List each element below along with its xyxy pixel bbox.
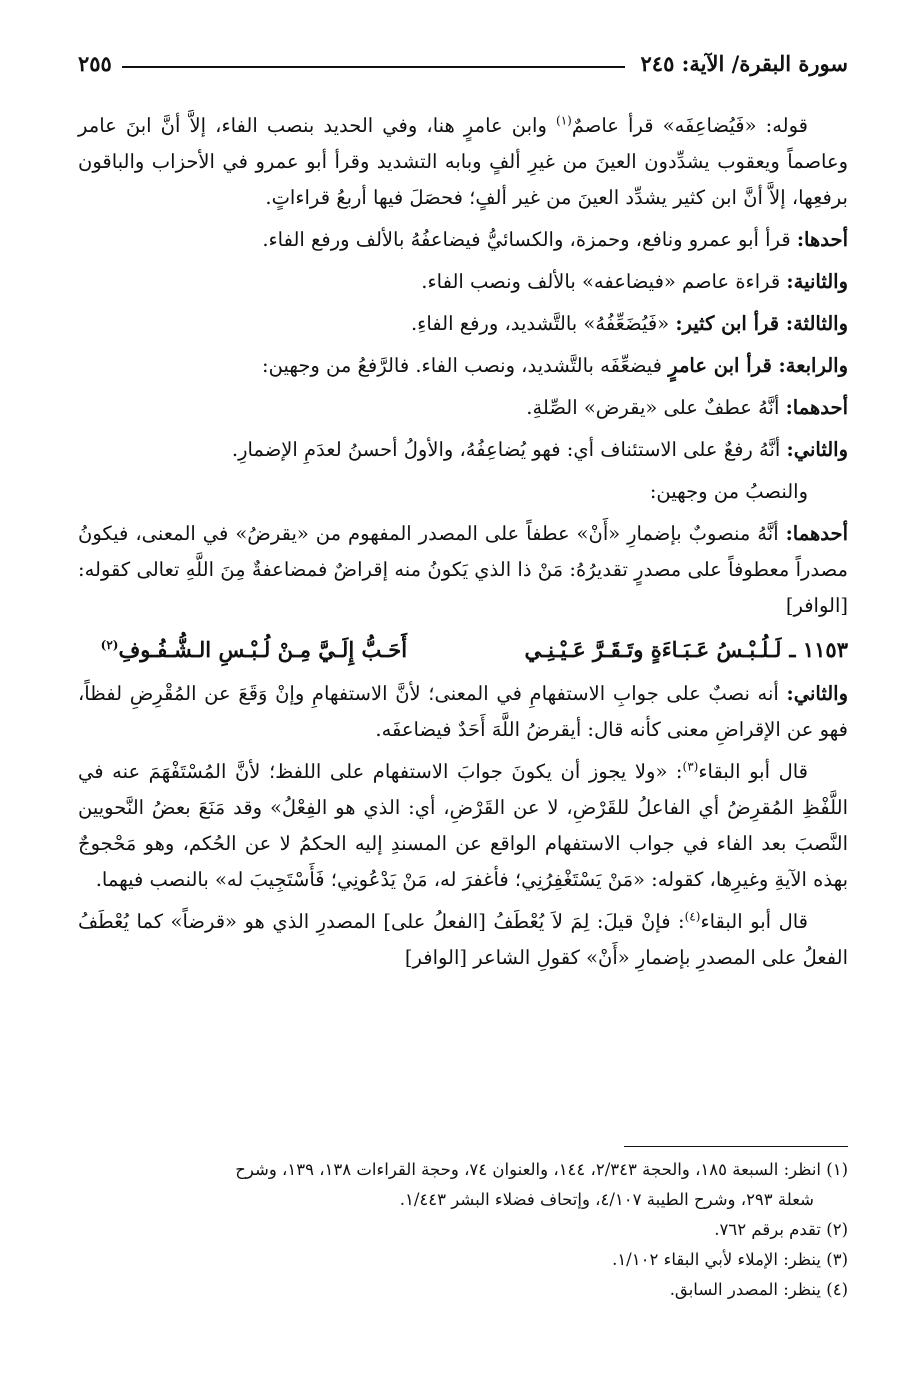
- text-run: أَحَـبُّ إِلَـيَّ مِـنْ لُـبْـسِ الـشُّـفُـوفِ: [118, 637, 408, 662]
- footnote-1: (١) انظر: السبعة ١٨٥، والحجة ٢/٣٤٣، ١٤٤، والعنوان ٧٤، وحجة القراءات ١٣٨، ١٣٩، وشرح: [235, 1160, 848, 1179]
- footnote-2: (٢) تقدم برقم ٧٦٢.: [714, 1220, 848, 1239]
- page-header: [78, 36, 848, 76]
- page-number: ٢٥٥: [78, 51, 112, 76]
- paragraph-lead: والثاني:: [786, 682, 848, 705]
- footnote-ref-1: (١): [556, 113, 572, 128]
- verse-number: ١١٥٣ ـ: [789, 637, 848, 662]
- paragraph-third-reading: [78, 306, 848, 342]
- paragraph-lead: أحدهما:: [785, 522, 848, 545]
- paragraph-abu-baqa-1: [78, 754, 848, 898]
- footnote-4: (٤) ينظر: المصدر السابق.: [669, 1280, 848, 1299]
- text-run: أنَّهُ عطفٌ على «يقرض» الصِّلةِ.: [526, 396, 786, 419]
- paragraph-raf-second: [78, 432, 848, 468]
- paragraph-nasb-first: [78, 516, 848, 624]
- text-run: «فَيُضَعِّفُهُ» بالتَّشديد، ورفع الفاءِ.: [410, 312, 676, 335]
- text-run: أنَّهُ منصوبٌ بإضمارِ «أَنْ» عطفاً على المصدر المفهوم من «يقرضُ» في المعنى، فيكونُ مصدراً معطوفاً على مصدرٍ تقديرُهُ: مَنْ ذا الذي يَكونُ منه إقراضٌ فمضاعفةٌ مِنَ اللَّهِ تعالى كقوله: [الوافر]: [78, 522, 848, 617]
- paragraph-lead: أحدهما:: [785, 396, 848, 419]
- footnote-1-continued: شعلة ٢٩٣، وشرح الطيبة ٤/١٠٧، وإتحاف فضلاء البشر ١/٤٤٣.: [399, 1190, 814, 1209]
- paragraph-second-reading: [78, 264, 848, 300]
- text-run: : فإنْ قيلَ: لِمَ لاَ يُعْطَفُ [الفعلُ على] المصدرِ الذي هو «قرضاً» كما يُعْطَفُ الفعلُ على المصدرِ بإضمارِ «أَنْ» كقولِ الشاعر [الوافر]: [78, 910, 848, 969]
- text-run: قال أبو البقاء: [698, 760, 809, 783]
- paragraph-nasb-intro: [78, 474, 848, 510]
- paragraph-lead: والثاني:: [786, 438, 848, 461]
- text-run: فيضعِّفَه بالتَّشديد، ونصب الفاء. فالرَّفعُ من وجهين:: [262, 354, 669, 377]
- text-run: : «ولا يجوز أن يكونَ جوابَ الاستفهام على اللفظ؛ لأنَّ المُسْتَفْهَمَ عنه في اللَّفْظِ المُقرِضُ أي الفاعلُ للقَرْضِ، لا عن القَرْضِ، أي: الذي هو الفِعْلُ» وقد مَنَعَ بعضُ النَّحويين النَّصبَ بعد الفاء في جواب الاستفهام الواقع عن المسندِ إليه الحكمُ لا عن الحُكم، وهو مَحْجوجٌ بهذه الآيةِ وغيرِها، كقوله: «مَنْ يَسْتَغْفِرُنِي؛ فأغفرَ له، مَنْ يَدْعُونِي؛ فَأَسْتَجِيبَ له» بالنصب فيهما.: [78, 760, 848, 891]
- footnote-separator: [624, 1146, 848, 1147]
- paragraph-abu-baqa-2: [78, 904, 848, 976]
- paragraph-fourth-reading: [78, 348, 848, 384]
- paragraph-raf-first: [78, 390, 848, 426]
- footnote-3: (٣) ينظر: الإملاء لأبي البقاء ١/١٠٢.: [612, 1250, 848, 1269]
- main-text: [78, 108, 848, 982]
- footnote-ref-3: (٣): [682, 759, 699, 774]
- footnotes: [78, 1156, 848, 1306]
- text-run: وابن عامرٍ هنا، وفي الحديد بنصب الفاء، إلاَّ أنَّ ابنَ عامر وعاصماً ويعقوب يشدِّدون العينَ من غيرِ ألفٍ وبابه التشديد وقرأ أبو عمرو في الأحزاب والباقون برفعِها، إلاَّ أنَّ ابن كثير يشدِّد العينَ من غير ألفٍ؛ فحصَلَ فيها أربعُ قراءاتٍ.: [78, 114, 848, 209]
- paragraph-lead: أحدها:: [796, 228, 848, 251]
- text-run: قوله: «فَيُضاعِفَه» قرأ عاصمٌ: [571, 114, 808, 137]
- verse-first-hemistich: لَـلُـبْـسُ عَـبَـاءَةٍ وتَـقَـرَّ عَـيْـنِـي: [524, 637, 782, 662]
- paragraph-lead: والرابعة: قرأ ابن عامرٍ: [668, 354, 848, 377]
- footnote-ref-2: (٢): [100, 638, 119, 652]
- paragraph-lead: والثالثة: قرأ ابن كثير:: [675, 312, 848, 335]
- text-run: أنَّهُ رفعٌ على الاستئناف أي: فهو يُضاعِفُهُ، والأولُ أحسنُ لعدَمِ الإضمارِ.: [231, 438, 787, 461]
- text-run: قال أبو البقاء: [700, 910, 809, 933]
- paragraph-nasb-second: [78, 676, 848, 748]
- text-run: قراءة عاصم «فيضاعفه» بالألف ونصب الفاء.: [421, 270, 787, 293]
- text-run: قرأ أبو عمرو ونافع، وحمزة، والكسائيُّ فيضاعفُهُ بالألف ورفع الفاء.: [262, 228, 797, 251]
- text-run: أنه نصبٌ على جوابِ الاستفهامِ في المعنى؛ لأنَّ الاستفهامِ وإنْ وَقَعَ عن المُقْرِضِ لفظاً، فهو عن الإقراضِ معنى كأنه قال: أيقرضُ اللَّهَ أَحَدٌ فيضاعفَه.: [78, 682, 848, 741]
- running-title: سورة البقرة/ الآية: ٢٤٥: [640, 51, 848, 76]
- poem-verse: [78, 630, 848, 670]
- verse-second-hemistich: [78, 630, 430, 670]
- footnote-ref-4: (٤): [684, 909, 701, 924]
- text-run: والنصبُ من وجهين:: [649, 480, 808, 503]
- paragraph-lead: والثانية:: [786, 270, 848, 293]
- paragraph-first-reading: [78, 222, 848, 258]
- header-rule: [122, 66, 625, 68]
- paragraph-readings: [78, 108, 848, 216]
